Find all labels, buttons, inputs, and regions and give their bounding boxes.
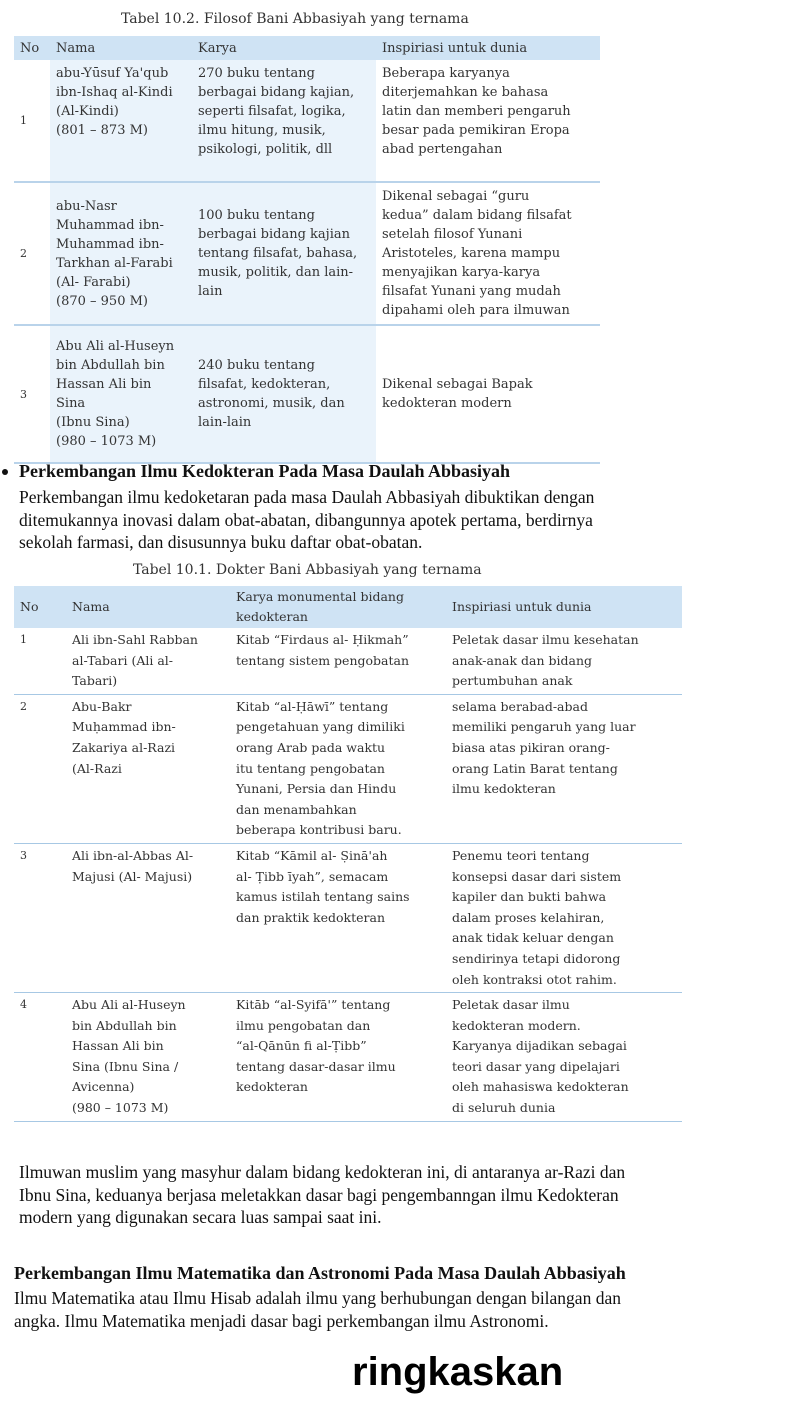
row-number: 3 — [20, 387, 27, 401]
table-row — [14, 628, 682, 694]
cell-line: (Ibnu Sina) — [56, 415, 130, 430]
cell-line: sendirinya tetapi didorong — [452, 950, 621, 966]
cell-line: beberapa kontribusi baru. — [236, 822, 402, 838]
cell-line: Karyanya dijadikan sebagai — [452, 1038, 627, 1054]
cell-line: (870 – 950 M) — [56, 293, 148, 309]
cell-nama — [66, 993, 230, 1122]
cell-line: astronomi, musik, dan — [198, 396, 345, 411]
cell-line: oleh kontraksi otot rahim. — [452, 971, 617, 987]
cell-line: Peletak dasar ilmu kesehatan — [452, 632, 639, 647]
section2-paragraph — [14, 1287, 789, 1332]
cell-line: filsafat Yunani yang mudah — [382, 284, 561, 299]
cell-nama — [66, 694, 230, 843]
cell-line: al-Tabari (Ali al- — [72, 652, 173, 668]
cell-line: latin dan memberi pengaruh — [382, 104, 571, 119]
cell-line: Abu Ali al-Huseyn — [72, 997, 186, 1013]
cell-line: Abu Ali al-Huseyn — [56, 339, 175, 354]
cell-line: (980 – 1073 M) — [56, 434, 157, 449]
cell-line: Kitāb “al-Syifā'” tentang — [236, 997, 391, 1013]
col-nama: Nama — [50, 36, 192, 60]
col-no: No — [14, 36, 50, 60]
cell-line: memiliki pengaruh yang luar — [452, 719, 636, 735]
paragraph-line: Ilmuwan muslim yang masyhur dalam bidang kedokteran ini, di antaranya ar-Razi dan — [19, 1162, 626, 1182]
cell-line: Muhammad ibn- — [56, 236, 164, 252]
cell-line: (Al-Razi — [72, 760, 122, 776]
cell-no — [14, 182, 50, 325]
cell-inspirasi — [446, 628, 682, 694]
section1-line: Perkembangan ilmu kedoketaran pada masa Daulah Abbasiyah dibuktikan dengan — [19, 487, 595, 507]
col-karya: Karya monumental bidang kedokteran — [230, 586, 446, 628]
table-row — [14, 60, 600, 182]
cell-line: (980 – 1073 M) — [72, 1100, 169, 1116]
col-no: No — [14, 586, 66, 628]
cell-line: biasa atas pikiran orang- — [452, 739, 610, 755]
cell-line: lain — [198, 284, 223, 299]
cell-inspirasi — [446, 694, 682, 843]
cell-line: musik, politik, dan lain- — [198, 265, 354, 280]
cell-karya — [192, 60, 376, 182]
cell-line: Majusi (Al- Majusi) — [72, 868, 193, 884]
row-number: 2 — [20, 699, 27, 713]
cell-line: tentang filsafat, bahasa, — [198, 246, 358, 261]
cell-line: Kitab “Firdaus al- Ḥikmah” — [236, 632, 409, 647]
cell-line: anak tidak keluar dengan — [452, 930, 614, 946]
cell-line: anak-anak dan bidang — [452, 652, 593, 668]
cell-line: bin Abdullah bin — [56, 358, 165, 373]
table-header-row — [14, 586, 682, 628]
cell-line: dan praktik kedokteran — [236, 909, 386, 925]
cell-line: Ali ibn-Sahl Rabban — [72, 632, 198, 647]
cell-line: al- Ṭibb īyah”, semacam — [236, 868, 389, 884]
cell-nama — [50, 182, 192, 325]
section1-line: sekolah farmasi, dan disusunnya buku daftar obat-obatan. — [19, 532, 423, 552]
cell-line: menyajikan karya-karya — [382, 265, 541, 280]
row-number: 1 — [20, 633, 27, 646]
cell-no — [14, 993, 66, 1122]
paragraph-line: modern yang digunakan secara luas sampai saat ini. — [19, 1207, 382, 1227]
table-row — [14, 694, 682, 843]
row-number: 4 — [20, 998, 27, 1012]
cell-line: lain-lain — [198, 415, 252, 430]
cell-line: Aristoteles, karena mampu — [382, 246, 561, 261]
cell-inspirasi — [446, 993, 682, 1122]
cell-line: itu tentang pengobatan — [236, 760, 385, 776]
cell-karya — [230, 843, 446, 992]
section2-heading: Perkembangan Ilmu Matematika dan Astronomi Pada Masa Daulah Abbasiyah — [14, 1263, 626, 1283]
cell-line: ilmu hitung, musik, — [198, 123, 326, 138]
cell-line: psikologi, politik, dll — [198, 142, 333, 157]
cell-line: 100 buku tentang — [198, 208, 315, 223]
section1-paragraph — [19, 486, 789, 554]
cell-line: Kitab “al-Ḥāwī” tentang — [236, 698, 389, 714]
cell-line: berbagai bidang kajian, — [198, 85, 355, 100]
table-row — [14, 993, 682, 1122]
cell-line: Dikenal sebagai Bapak — [382, 377, 533, 392]
cell-line: Avicenna) — [72, 1079, 135, 1095]
cell-line: bin Abdullah bin — [72, 1017, 177, 1033]
table-dokter — [14, 586, 682, 1122]
section2-line: Ilmu Matematika atau Ilmu Hisab adalah ilmu yang berhubungan dengan bilangan dan — [14, 1288, 621, 1308]
cell-line: abu-Nasr — [56, 198, 117, 214]
table-row — [14, 843, 682, 992]
col-karya: Karya — [192, 36, 376, 60]
cell-line: orang Latin Barat tentang — [452, 760, 618, 776]
cell-line: Dikenal sebagai “guru — [382, 189, 530, 204]
col-inspirasi: Inspiriasi untuk dunia — [446, 586, 682, 628]
cell-line: Yunani, Persia dan Hindu — [236, 781, 397, 797]
cell-line: Hassan Ali bin — [72, 1038, 164, 1054]
cell-line: Abu-Bakr — [72, 698, 132, 714]
col-inspirasi: Inspiriasi untuk dunia — [376, 36, 600, 60]
cell-line: Ali ibn-al-Abbas Al- — [72, 847, 194, 863]
cell-line: Peletak dasar ilmu — [452, 997, 570, 1013]
cell-line: (801 – 873 M) — [56, 123, 148, 138]
cell-line: Tarkhan al-Farabi — [56, 255, 173, 271]
cell-line: teori dasar yang dipelajari — [452, 1058, 620, 1074]
cell-line: seperti filsafat, logika, — [198, 104, 346, 119]
section1-line: ditemukannya inovasi dalam obat-abatan, dibangunnya apotek pertama, berdirnya — [19, 509, 593, 530]
cell-line: Tabari) — [72, 673, 118, 689]
cell-line: kamus istilah tentang sains — [236, 889, 410, 905]
cell-nama — [50, 60, 192, 182]
cell-inspirasi — [376, 182, 600, 325]
cell-line: berbagai bidang kajian — [198, 227, 350, 242]
section2-line: angka. Ilmu Matematika menjadi dasar bagi perkembangan ilmu Astronomi. — [14, 1310, 549, 1331]
row-number: 2 — [20, 247, 27, 260]
overlay-ringkaskan: ringkaskan — [352, 1350, 564, 1394]
cell-line: selama berabad-abad — [452, 698, 588, 714]
cell-line: dipahami oleh para ilmuwan — [382, 303, 570, 318]
cell-line: di seluruh dunia — [452, 1100, 556, 1116]
paragraph-ilmuwan — [19, 1161, 789, 1229]
col-nama: Nama — [66, 586, 230, 628]
cell-nama — [66, 628, 230, 694]
table-filosof — [14, 36, 600, 464]
cell-line: 270 buku tentang — [198, 66, 315, 81]
cell-line: kedokteran modern. — [452, 1017, 581, 1033]
table-row — [14, 325, 600, 463]
cell-nama — [66, 843, 230, 992]
cell-line: oleh mahasiswa kedokteran — [452, 1079, 629, 1095]
row-number: 1 — [20, 114, 27, 127]
cell-nama — [50, 325, 192, 463]
cell-line: ibn-Ishaq al-Kindi — [56, 85, 173, 100]
cell-line: tentang sistem pengobatan — [236, 652, 410, 668]
cell-karya — [230, 628, 446, 694]
table1-caption: Tabel 10.2. Filosof Bani Abbasiyah yang ternama — [121, 11, 469, 27]
cell-line: dalam proses kelahiran, — [452, 909, 605, 925]
cell-no — [14, 325, 50, 463]
cell-line: konsepsi dasar dari sistem — [452, 868, 622, 884]
row-number: 3 — [20, 848, 27, 862]
cell-line: 240 buku tentang — [198, 358, 315, 373]
cell-line: filsafat, kedokteran, — [198, 377, 331, 392]
cell-line: ilmu pengobatan dan — [236, 1017, 371, 1033]
section1-heading: Perkembangan Ilmu Kedokteran Pada Masa Daulah Abbasiyah — [19, 461, 511, 481]
cell-line: pertumbuhan anak — [452, 673, 573, 689]
cell-line: Zakariya al-Razi — [72, 739, 176, 755]
cell-line: Kitab “Kāmil al- Ṣinā'ah — [236, 847, 388, 863]
cell-line: ilmu kedokteran — [452, 781, 556, 797]
cell-karya — [230, 993, 446, 1122]
cell-no — [14, 694, 66, 843]
cell-line: orang Arab pada waktu — [236, 739, 386, 755]
cell-line: tentang dasar-dasar ilmu — [236, 1058, 396, 1074]
cell-line: Sina (Ibnu Sina / — [72, 1058, 179, 1074]
table2-caption: Tabel 10.1. Dokter Bani Abbasiyah yang ternama — [133, 562, 482, 578]
cell-line: (Al-Kindi) — [56, 104, 119, 119]
cell-line: abu-Yūsuf Ya'qub — [56, 66, 169, 81]
cell-line: Penemu teori tentang — [452, 847, 590, 863]
cell-line: Beberapa karyanya — [382, 66, 510, 81]
cell-line: besar pada pemikiran Eropa — [382, 123, 570, 138]
cell-line: Muḥammad ibn- — [72, 719, 176, 735]
cell-line: kedua” dalam bidang filsafat — [382, 208, 572, 223]
paragraph-line: Ibnu Sina, keduanya berjasa meletakkan dasar bagi pengembanngan ilmu Kedokteran — [19, 1184, 619, 1205]
cell-line: kedokteran modern — [382, 396, 512, 411]
table-header-row — [14, 36, 600, 60]
cell-karya — [192, 182, 376, 325]
cell-no — [14, 628, 66, 694]
cell-line: kedokteran — [236, 1079, 308, 1095]
cell-line: setelah filosof Yunani — [382, 227, 523, 242]
cell-inspirasi — [376, 60, 600, 182]
bullet-icon — [2, 469, 8, 475]
cell-inspirasi — [376, 325, 600, 463]
cell-line: Sina — [56, 396, 86, 411]
cell-line: kapiler dan bukti bahwa — [452, 889, 607, 905]
cell-line: abad pertengahan — [382, 142, 503, 157]
cell-no — [14, 843, 66, 992]
cell-line: “al-Qānūn fi al-Ṭibb” — [236, 1038, 367, 1054]
cell-line: (Al- Farabi) — [56, 274, 131, 290]
cell-inspirasi — [446, 843, 682, 992]
table-row — [14, 182, 600, 325]
cell-line: pengetahuan yang dimiliki — [236, 719, 405, 735]
cell-no — [14, 60, 50, 182]
cell-line: Hassan Ali bin — [56, 377, 152, 392]
cell-line: Muhammad ibn- — [56, 217, 164, 233]
cell-karya — [230, 694, 446, 843]
cell-karya — [192, 325, 376, 463]
cell-line: dan menambahkan — [236, 801, 357, 817]
cell-line: diterjemahkan ke bahasa — [382, 85, 549, 100]
